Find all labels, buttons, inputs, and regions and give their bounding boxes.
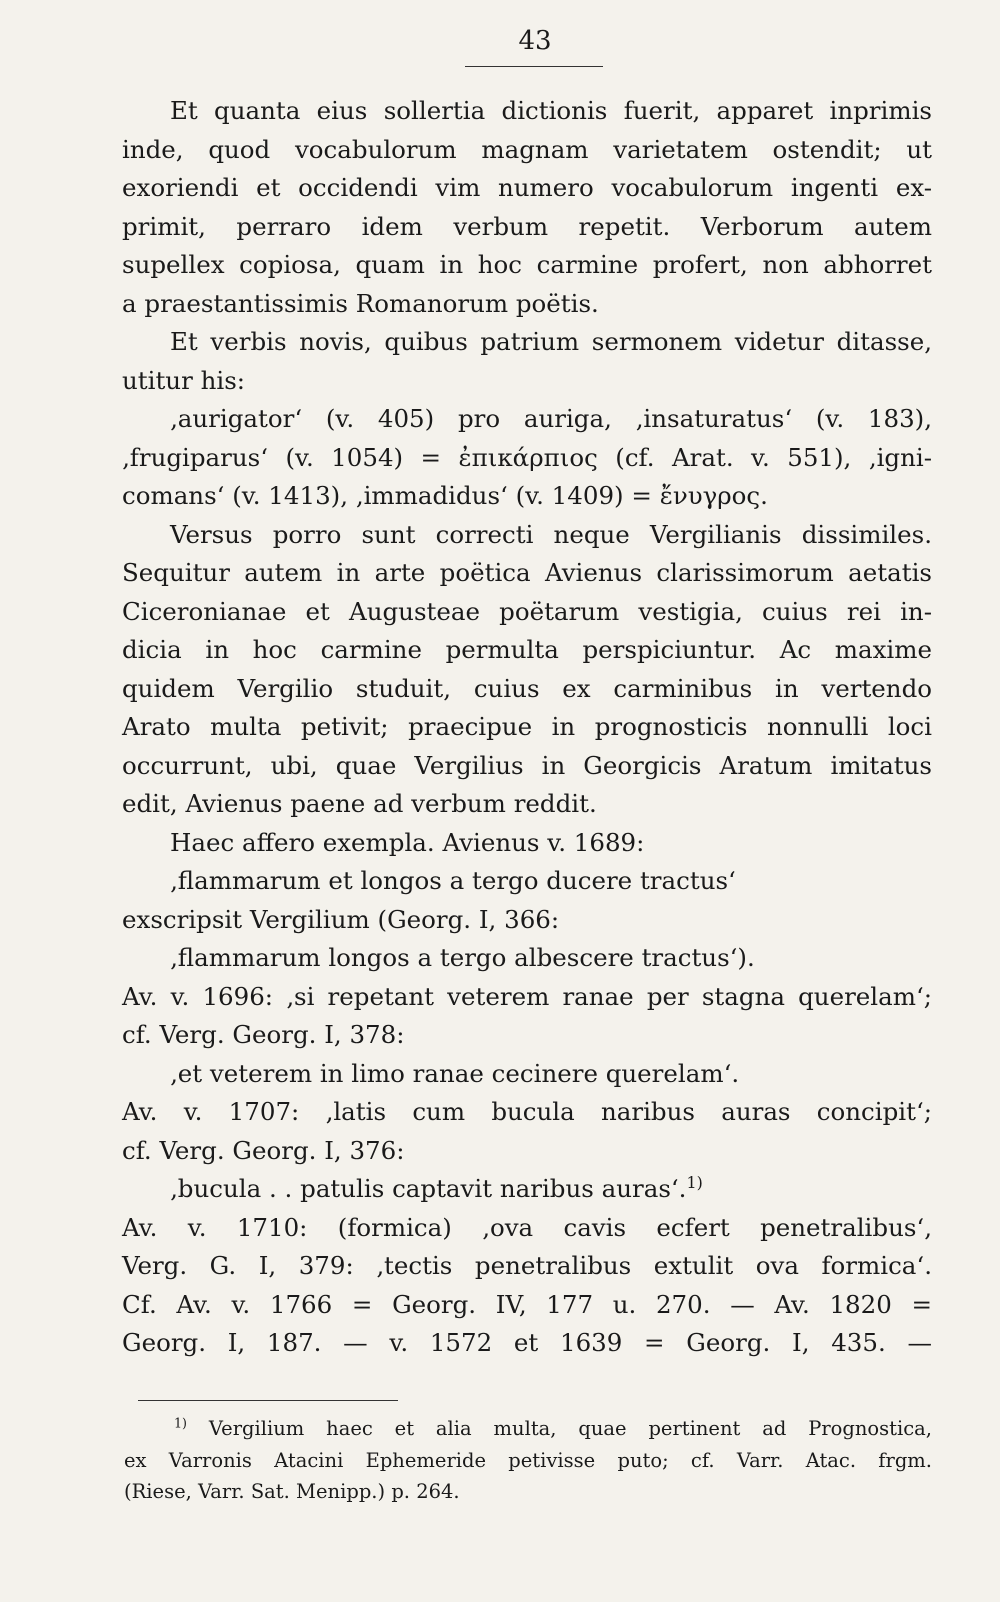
footnote-line bbox=[124, 1413, 932, 1445]
text-line: ‚aurigator‘ (v. 405) pro auriga, ‚insaturatus‘ (v. 183), bbox=[170, 404, 932, 433]
text-line: exoriendi et occidendi vim numero vocabulorum ingenti ex- bbox=[122, 173, 932, 202]
text-line: inde, quod vocabulorum magnam varietatem ostendit; ut bbox=[122, 134, 932, 164]
text-line: Et quanta eius sollertia dictionis fuerit, apparet inprimis bbox=[170, 96, 932, 125]
footnote-marker: 1) bbox=[174, 1415, 187, 1431]
quotation-line bbox=[122, 1170, 932, 1209]
footnote-line: (Riese, Varr. Sat. Menipp.) p. 264. bbox=[124, 1480, 460, 1503]
text-line: Haec affero exempla. Avienus v. 1689: bbox=[170, 827, 645, 857]
text-line: Versus porro sunt correcti neque Vergilianis dissimiles. bbox=[170, 519, 932, 549]
text-line: primit, perraro idem verbum repetit. Verborum autem bbox=[122, 211, 932, 241]
text-line: utitur his: bbox=[122, 365, 246, 395]
main-text bbox=[122, 92, 932, 1363]
text-line: cf. Verg. Georg. I, 378: bbox=[122, 1020, 405, 1049]
text-line: Ciceronianae et Augusteae poëtarum vestigia, cuius rei in- bbox=[122, 596, 932, 626]
footnote-text: Vergilium haec et alia multa, quae pertinent ad Prognostica, bbox=[208, 1417, 932, 1440]
text-line: Georg. I, 187. — v. 1572 et 1639 = Georg. I, 435. — bbox=[122, 1328, 932, 1357]
text-line: Verg. G. I, 379: ‚tectis penetralibus extulit ova formica‘. bbox=[122, 1251, 932, 1280]
text-line: cf. Verg. Georg. I, 376: bbox=[122, 1135, 405, 1165]
text-line: Et verbis novis, quibus patrium sermonem videtur ditasse, bbox=[170, 327, 932, 356]
page-number: 43 bbox=[518, 26, 552, 56]
text-line: supellex copiosa, quam in hoc carmine profert, non abhorret bbox=[122, 250, 932, 279]
text-line: Av. v. 1707: ‚latis cum bucula naribus auras concipit‘; bbox=[122, 1097, 932, 1126]
quotation-line: ‚flammarum longos a tergo albescere tractus‘). bbox=[170, 943, 755, 972]
text-line: Sequitur autem in arte poëtica Avienus clarissimorum aetatis bbox=[122, 558, 932, 587]
text-line: quidem Vergilio studuit, cuius ex carminibus in vertendo bbox=[122, 673, 932, 703]
quotation-line: ‚flammarum et longos a tergo ducere tractus‘ bbox=[170, 866, 736, 895]
quotation-text: ‚bucula . . patulis captavit naribus auras‘. bbox=[170, 1174, 687, 1203]
text-line: Av. v. 1710: (formica) ‚ova cavis ecfert penetralibus‘, bbox=[122, 1212, 932, 1242]
text-line: Cf. Av. v. 1766 = Georg. IV, 177 u. 270. — Av. 1820 = bbox=[122, 1289, 932, 1319]
text-line: dicia in hoc carmine permulta perspiciuntur. Ac maxime bbox=[122, 635, 932, 664]
text-line: a praestantissimis Romanorum poëtis. bbox=[122, 288, 599, 318]
quotation-line: ‚et veterem in limo ranae cecinere querelam‘. bbox=[170, 1058, 740, 1088]
footnote-rule bbox=[138, 1400, 398, 1401]
text-line: occurrunt, ubi, quae Vergilius in Georgicis Aratum imitatus bbox=[122, 750, 932, 780]
footnote-reference: 1) bbox=[686, 1172, 703, 1192]
text-line: comans‘ (v. 1413), ‚immadidus‘ (v. 1409) = ἔνυγρος. bbox=[122, 481, 768, 510]
text-line: Arato multa petivit; praecipue in prognosticis nonnulli loci bbox=[122, 712, 932, 741]
text-line: Av. v. 1696: ‚si repetant veterem ranae per stagna querelam‘; bbox=[122, 981, 932, 1011]
header-rule bbox=[465, 66, 603, 67]
footnote-line: ex Varronis Atacini Ephemeride petivisse puto; cf. Varr. Atac. frgm. bbox=[124, 1448, 932, 1472]
text-line: edit, Avienus paene ad verbum reddit. bbox=[122, 789, 597, 818]
footnote bbox=[124, 1413, 932, 1508]
text-line: ‚frugiparus‘ (v. 1054) = ἐπικάρπιος (cf. Arat. v. 551), ‚igni- bbox=[122, 442, 932, 472]
text-line: exscripsit Vergilium (Georg. I, 366: bbox=[122, 904, 560, 934]
